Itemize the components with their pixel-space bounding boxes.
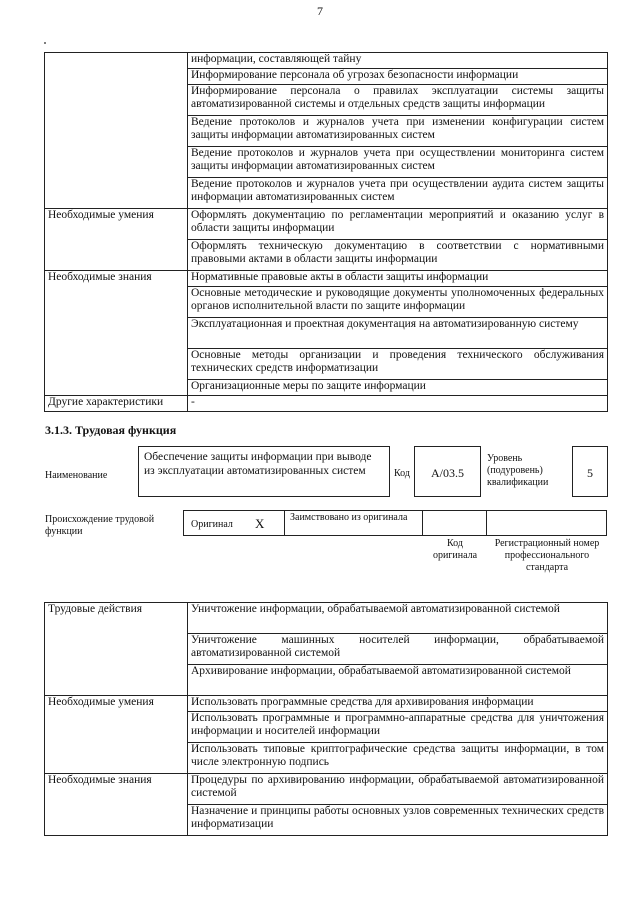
table-row (45, 696, 608, 712)
level-value: 5 (587, 466, 593, 480)
row-text: - (188, 396, 608, 412)
table-row (45, 53, 608, 69)
level-box (572, 446, 608, 497)
borrowed-label: Заимствовано из оригинала (290, 512, 408, 523)
name-label: Наименование (45, 470, 108, 481)
row-text: Оформлять техническую документацию в соответствии с нормативными правовыми актами в области защиты информации (188, 240, 608, 271)
reg-number-box (486, 510, 607, 536)
function-name-box (138, 446, 390, 497)
row-text: Нормативные правовые акты в области защиты информации (188, 271, 608, 287)
row-text: Процедуры по архивированию информации, обрабатываемой автоматизированной системой (188, 774, 608, 805)
row-text: Оформлять документацию по регламентации мероприятий и оказанию услуг в области защиты информации (188, 209, 608, 240)
code-value: A/03.5 (431, 466, 464, 480)
row-label: Необходимые умения (45, 696, 188, 774)
row-text: Использовать программные средства для архивирования информации (188, 696, 608, 712)
original-label: Оригинал (191, 519, 233, 530)
row-text: Информирование персонала об угрозах безопасности информации (188, 69, 608, 85)
row-text: информации, составляющей тайну (188, 53, 608, 69)
row-text: Основные методы организации и проведения технического обслуживания технических средств информатизации (188, 349, 608, 380)
function-name-value: Обеспечение защиты информации при выводе из эксплуатации автоматизированных систем (144, 451, 372, 477)
top-requirements-table (44, 52, 608, 412)
row-text: Уничтожение информации, обрабатываемой автоматизированной системой (188, 603, 608, 634)
table-row (45, 271, 608, 287)
row-text: Ведение протоколов и журналов учета при осуществлении мониторинга систем защиты информации автоматизированных систем (188, 147, 608, 178)
code-original-box (422, 510, 487, 536)
origin-label: Происхождение трудовой функции (45, 514, 155, 537)
original-mark: X (255, 516, 265, 531)
row-label (45, 53, 188, 209)
table-row (45, 209, 608, 240)
row-text: Использовать типовые криптографические средства защиты информации, в том числе электронную подпись (188, 743, 608, 774)
table-row (45, 774, 608, 805)
row-text: Ведение протоколов и журналов учета при изменении конфигурации систем защиты информации автоматизированных систем (188, 116, 608, 147)
row-text: Архивирование информации, обрабатываемой автоматизированной системой (188, 665, 608, 696)
table-row (45, 603, 608, 634)
row-label: Другие характеристики (45, 396, 188, 412)
row-text: Уничтожение машинных носителей информации, обрабатываемой автоматизированной системой (188, 634, 608, 665)
row-text: Назначение и принципы работы основных узлов современных технических средств информатизации (188, 805, 608, 836)
bottom-requirements-table (44, 602, 608, 836)
original-box (183, 510, 285, 536)
row-label: Необходимые знания (45, 774, 188, 836)
page-number: 7 (317, 4, 323, 18)
row-label: Необходимые знания (45, 271, 188, 396)
section-title: 3.1.3. Трудовая функция (45, 423, 177, 437)
row-text: Использовать программные и программно-аппаратные средства для уничтожения информации и носителей информации (188, 712, 608, 743)
reg-number-caption: Регистрационный номер профессионального стандарта (494, 538, 600, 573)
code-box (414, 446, 481, 497)
row-text: Организационные меры по защите информации (188, 380, 608, 396)
row-text: Ведение протоколов и журналов учета при осуществлении аудита систем защиты информации автоматизированных систем (188, 178, 608, 209)
table-row (45, 396, 608, 412)
scan-speck (44, 42, 46, 44)
code-original-caption: Код оригинала (432, 538, 478, 561)
level-label: Уровень (подуровень) квалификации (487, 453, 549, 488)
code-label: Код (394, 468, 410, 479)
row-text: Эксплуатационная и проектная документация на автоматизированную систему (188, 318, 608, 349)
row-text: Информирование персонала о правилах эксплуатации системы защиты автоматизированной системы и отдельных средств защиты информации (188, 85, 608, 116)
borrowed-box (284, 510, 423, 536)
row-label: Необходимые умения (45, 209, 188, 271)
row-text: Основные методические и руководящие документы уполномоченных федеральных органов исполнительной власти по защите информации (188, 287, 608, 318)
row-label: Трудовые действия (45, 603, 188, 696)
